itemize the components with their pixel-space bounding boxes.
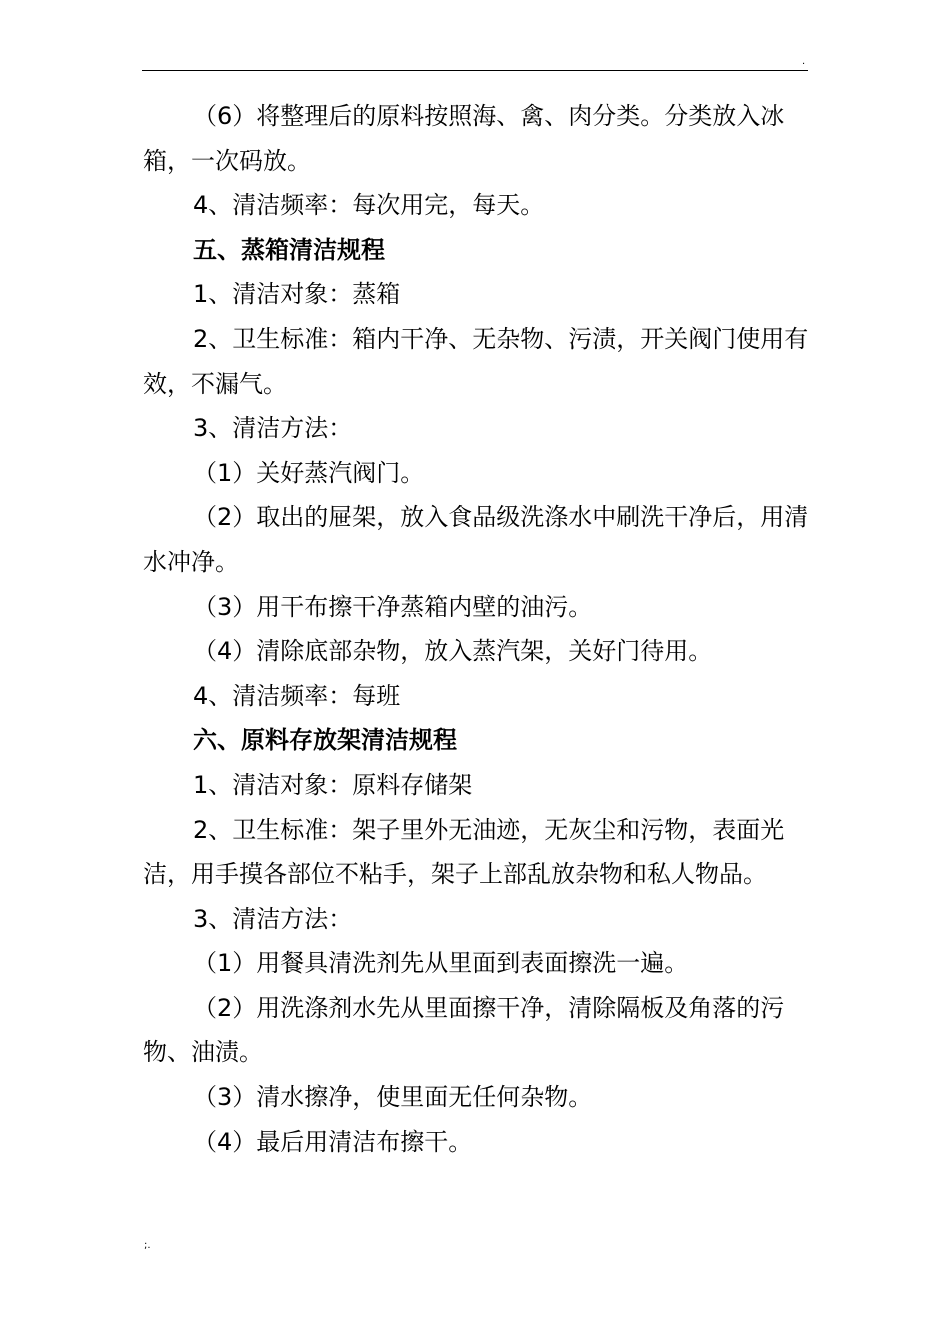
section-heading: 五、蒸箱清洁规程 (193, 235, 385, 264)
paragraph: 2、卫生标准：架子里外无油迹，无灰尘和污物，表面光洁，用手摸各部位不粘手，架子上部乱放杂物和私人物品。 (143, 815, 785, 889)
paragraph: （2）用洗涤剂水先从里面擦干净，清除隔板及角落的污物、油渍。 (143, 993, 785, 1067)
section-heading: 六、原料存放架清洁规程 (193, 726, 457, 755)
paragraph: 2、卫生标准：箱内干净、无杂物、污渍，开关阀门使用有效，不漏气。 (143, 324, 809, 398)
paragraph: （2）取出的屉架，放入食品级洗涤水中刷洗干净后，用清水冲净。 (143, 503, 809, 576)
document-body (143, 94, 813, 1164)
paragraph: 4、清洁频率：每班 (193, 681, 401, 710)
paragraph: （3）用干布擦干净蒸箱内壁的油污。 (193, 592, 593, 621)
paragraph: （1）用餐具清洗剂先从里面到表面擦洗一遍。 (193, 949, 689, 978)
paragraph: 4、清洁频率：每次用完，每天。 (193, 191, 545, 220)
paragraph: （1）关好蒸汽阀门。 (193, 458, 425, 487)
paragraph: （4）最后用清洁布擦干。 (193, 1127, 473, 1156)
paragraph: 1、清洁对象：原料存储架 (193, 770, 473, 799)
paragraph: （3）清水擦净，使里面无任何杂物。 (193, 1083, 593, 1112)
paragraph: 3、清洁方法： (193, 414, 353, 443)
paragraph: （6）将整理后的原料按照海、禽、肉分类。分类放入冰箱，一次码放。 (143, 102, 785, 175)
paragraph: 1、清洁对象：蒸箱 (193, 280, 401, 309)
footer-mark: ;. (144, 1240, 151, 1251)
paragraph: （4）清除底部杂物，放入蒸汽架，关好门待用。 (193, 637, 713, 666)
header-mark: . (802, 56, 806, 67)
paragraph: 3、清洁方法： (193, 904, 353, 933)
header-rule (142, 70, 808, 71)
